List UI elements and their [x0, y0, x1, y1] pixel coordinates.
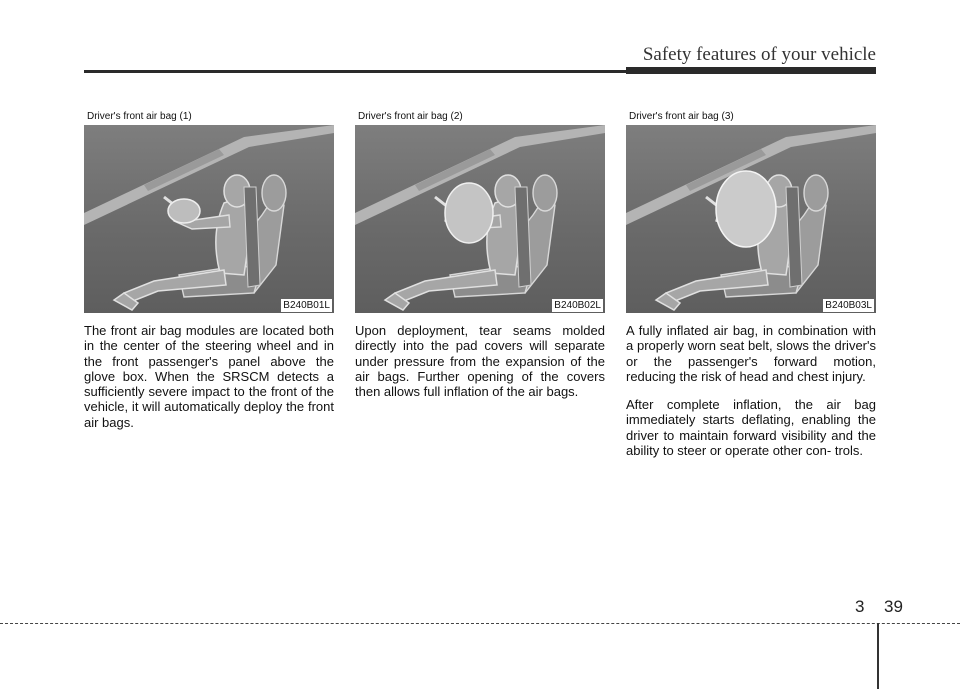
paragraph: After complete inflation, the air bag immediately starts deflating, enabling the driver to maintain forward visibility and the ability to steer or operate other con- trols. [626, 397, 876, 459]
header-rule-accent [626, 67, 876, 74]
airbag-illustration-2 [355, 125, 605, 313]
figure-caption: Driver's front air bag (3) [629, 111, 734, 122]
figure-code: B240B02L [554, 300, 601, 311]
figure-code: B240B01L [283, 300, 330, 311]
column-2 [355, 111, 605, 399]
driver-seated-illustration [355, 125, 605, 313]
airbag-shape [716, 171, 776, 247]
page-number: 39 [884, 597, 903, 616]
column-3 [626, 111, 876, 458]
paragraph: A fully inflated air bag, in combination with a properly worn seat belt, slows the driver's or the passenger's forward motion, reducing the risk of head and chest injury. [626, 323, 876, 384]
footer-dashed-rule [0, 623, 960, 624]
paragraph: The front air bag modules are located both in the center of the steering wheel and in the front passenger's panel above the glove box. When the SRSCM detects a sufficiently severe impact to the front of the vehicle, it will automatically deploy the front air bags. [84, 323, 334, 430]
figure-caption: Driver's front air bag (2) [358, 111, 463, 122]
paragraph: Upon deployment, tear seams molded directly into the pad covers will separate under pressure from the expansion of the air bags. Further opening of the covers then allows full inflation of the air bags. [355, 323, 605, 400]
airbag-illustration-1 [84, 125, 334, 313]
column-1 [84, 111, 334, 430]
chapter-number: 3 [855, 597, 865, 616]
airbag-illustration-3 [626, 125, 876, 313]
airbag-shape [168, 199, 200, 223]
section-title: Safety features of your vehicle [642, 44, 876, 65]
figure-code: B240B03L [825, 300, 872, 311]
figure-caption: Driver's front air bag (1) [87, 111, 192, 122]
footer-separator [877, 623, 879, 689]
airbag-shape [445, 183, 493, 243]
driver-seated-illustration [626, 125, 876, 313]
driver-seated-illustration [84, 125, 334, 313]
